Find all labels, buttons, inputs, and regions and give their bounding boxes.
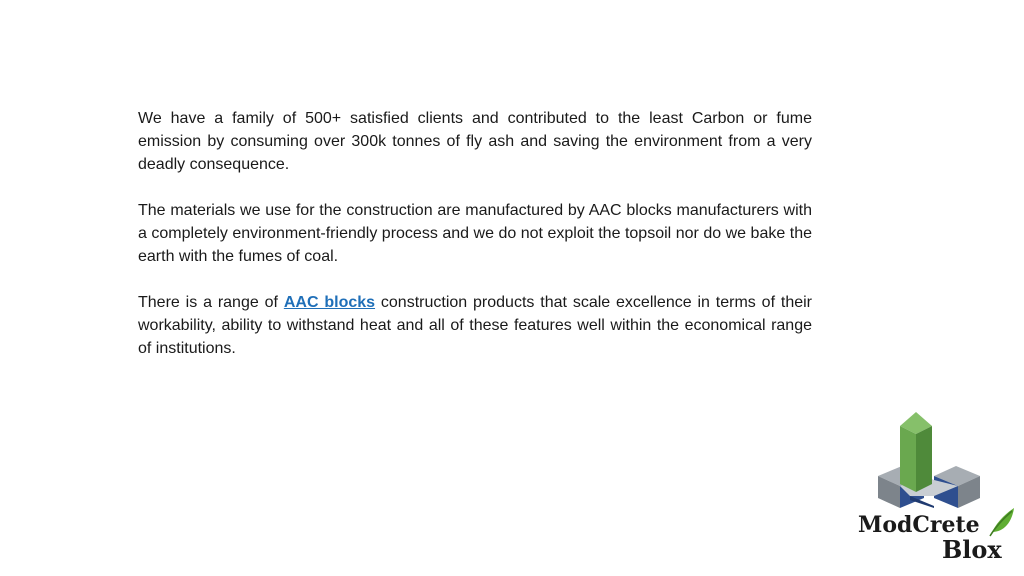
- paragraph-materials: The materials we use for the construction are manufactured by AAC blocks manufacturers with a completely environment-friendly process and we do not exploit the topsoil nor do we bake the earth with the fumes of coal.: [138, 202, 812, 265]
- logo-graphic: [852, 408, 1017, 568]
- article-body: [138, 107, 812, 383]
- paragraph-products: [138, 291, 812, 360]
- logo-wordmark-line2: Blox: [942, 535, 1002, 564]
- logo-tower-left: [900, 426, 916, 492]
- paragraph-products-rest: construction products that scale excellence in terms of their workability, ability to withstand heat and all of these features well within the economical range of institutions.: [138, 294, 813, 357]
- paragraph-products-lead: There is a range of: [138, 294, 284, 311]
- aac-blocks-link[interactable]: AAC blocks: [283, 294, 376, 311]
- logo-tower-right: [916, 426, 932, 492]
- paragraph-clients: We have a family of 500+ satisfied clients and contributed to the least Carbon or fume emission by consuming over 300k tonnes of fly ash and saving the environment from a very deadly consequence.: [138, 110, 812, 173]
- modcrete-blox-logo: [852, 408, 1017, 568]
- logo-wordmark-line1: ModCrete: [858, 512, 980, 538]
